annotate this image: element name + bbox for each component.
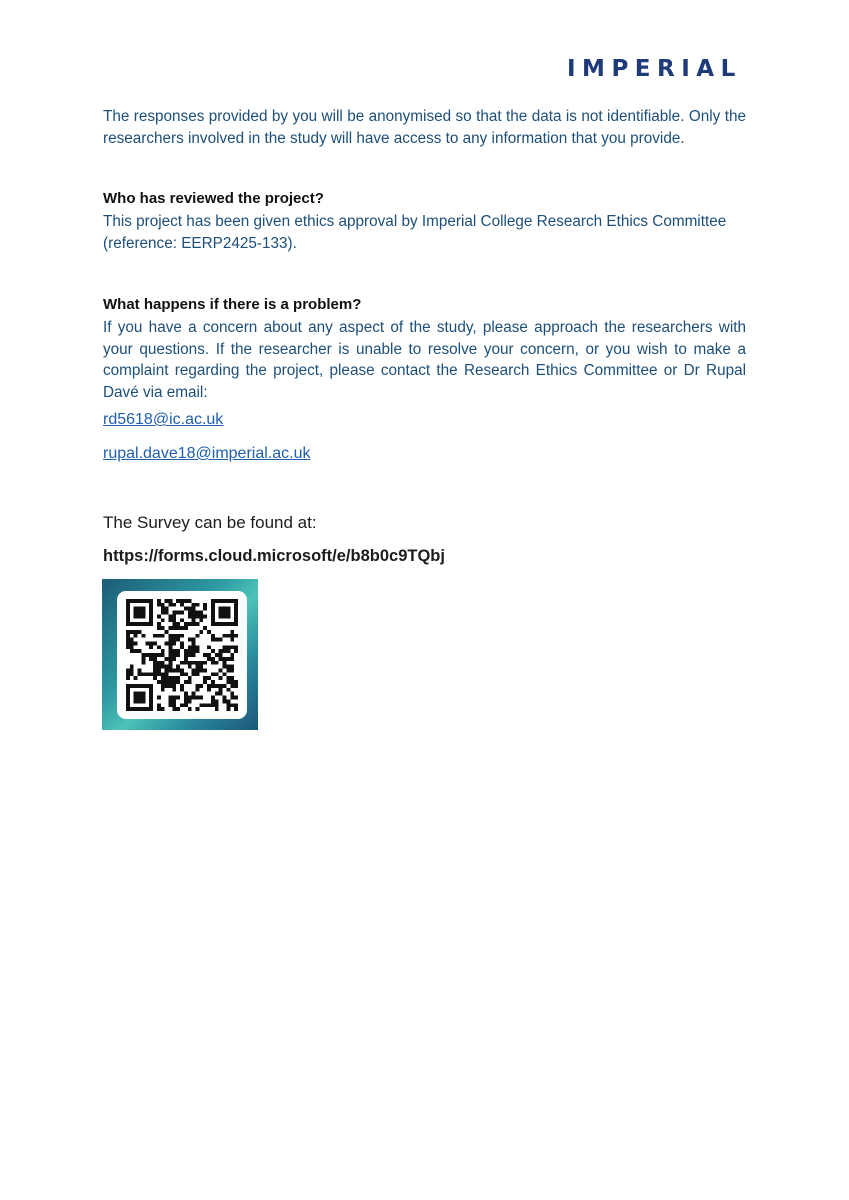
email-link-rd5618[interactable]: rd5618@ic.ac.uk bbox=[103, 411, 224, 428]
email-link-rupal-dave[interactable]: rupal.dave18@imperial.ac.uk bbox=[103, 445, 311, 462]
review-heading: Who has reviewed the project? bbox=[103, 190, 324, 207]
survey-url[interactable]: https://forms.cloud.microsoft/e/b8b0c9TQbj bbox=[103, 547, 445, 565]
qr-code-frame bbox=[102, 579, 258, 730]
qr-code-card bbox=[117, 591, 247, 719]
review-paragraph: This project has been given ethics approval by Imperial College Research Ethics Committee (reference: EERP2425-133). bbox=[103, 213, 727, 252]
imperial-logo: IMPERIAL bbox=[567, 56, 742, 82]
anonymity-paragraph: The responses provided by you will be anonymised so that the data is not identifiable. Only the researchers involved in the study will have access to any information that you provide. bbox=[103, 108, 746, 147]
survey-intro-text: The Survey can be found at: bbox=[103, 513, 317, 532]
qr-code-icon[interactable] bbox=[126, 599, 238, 711]
problem-paragraph: If you have a concern about any aspect of the study, please approach the researchers with your questions. If the researcher is unable to resolve your concern, or you wish to make a complaint regarding the project, please contact the Research Ethics Committee or Dr Rupal Davé via email: bbox=[103, 319, 746, 401]
problem-heading: What happens if there is a problem? bbox=[103, 296, 362, 313]
